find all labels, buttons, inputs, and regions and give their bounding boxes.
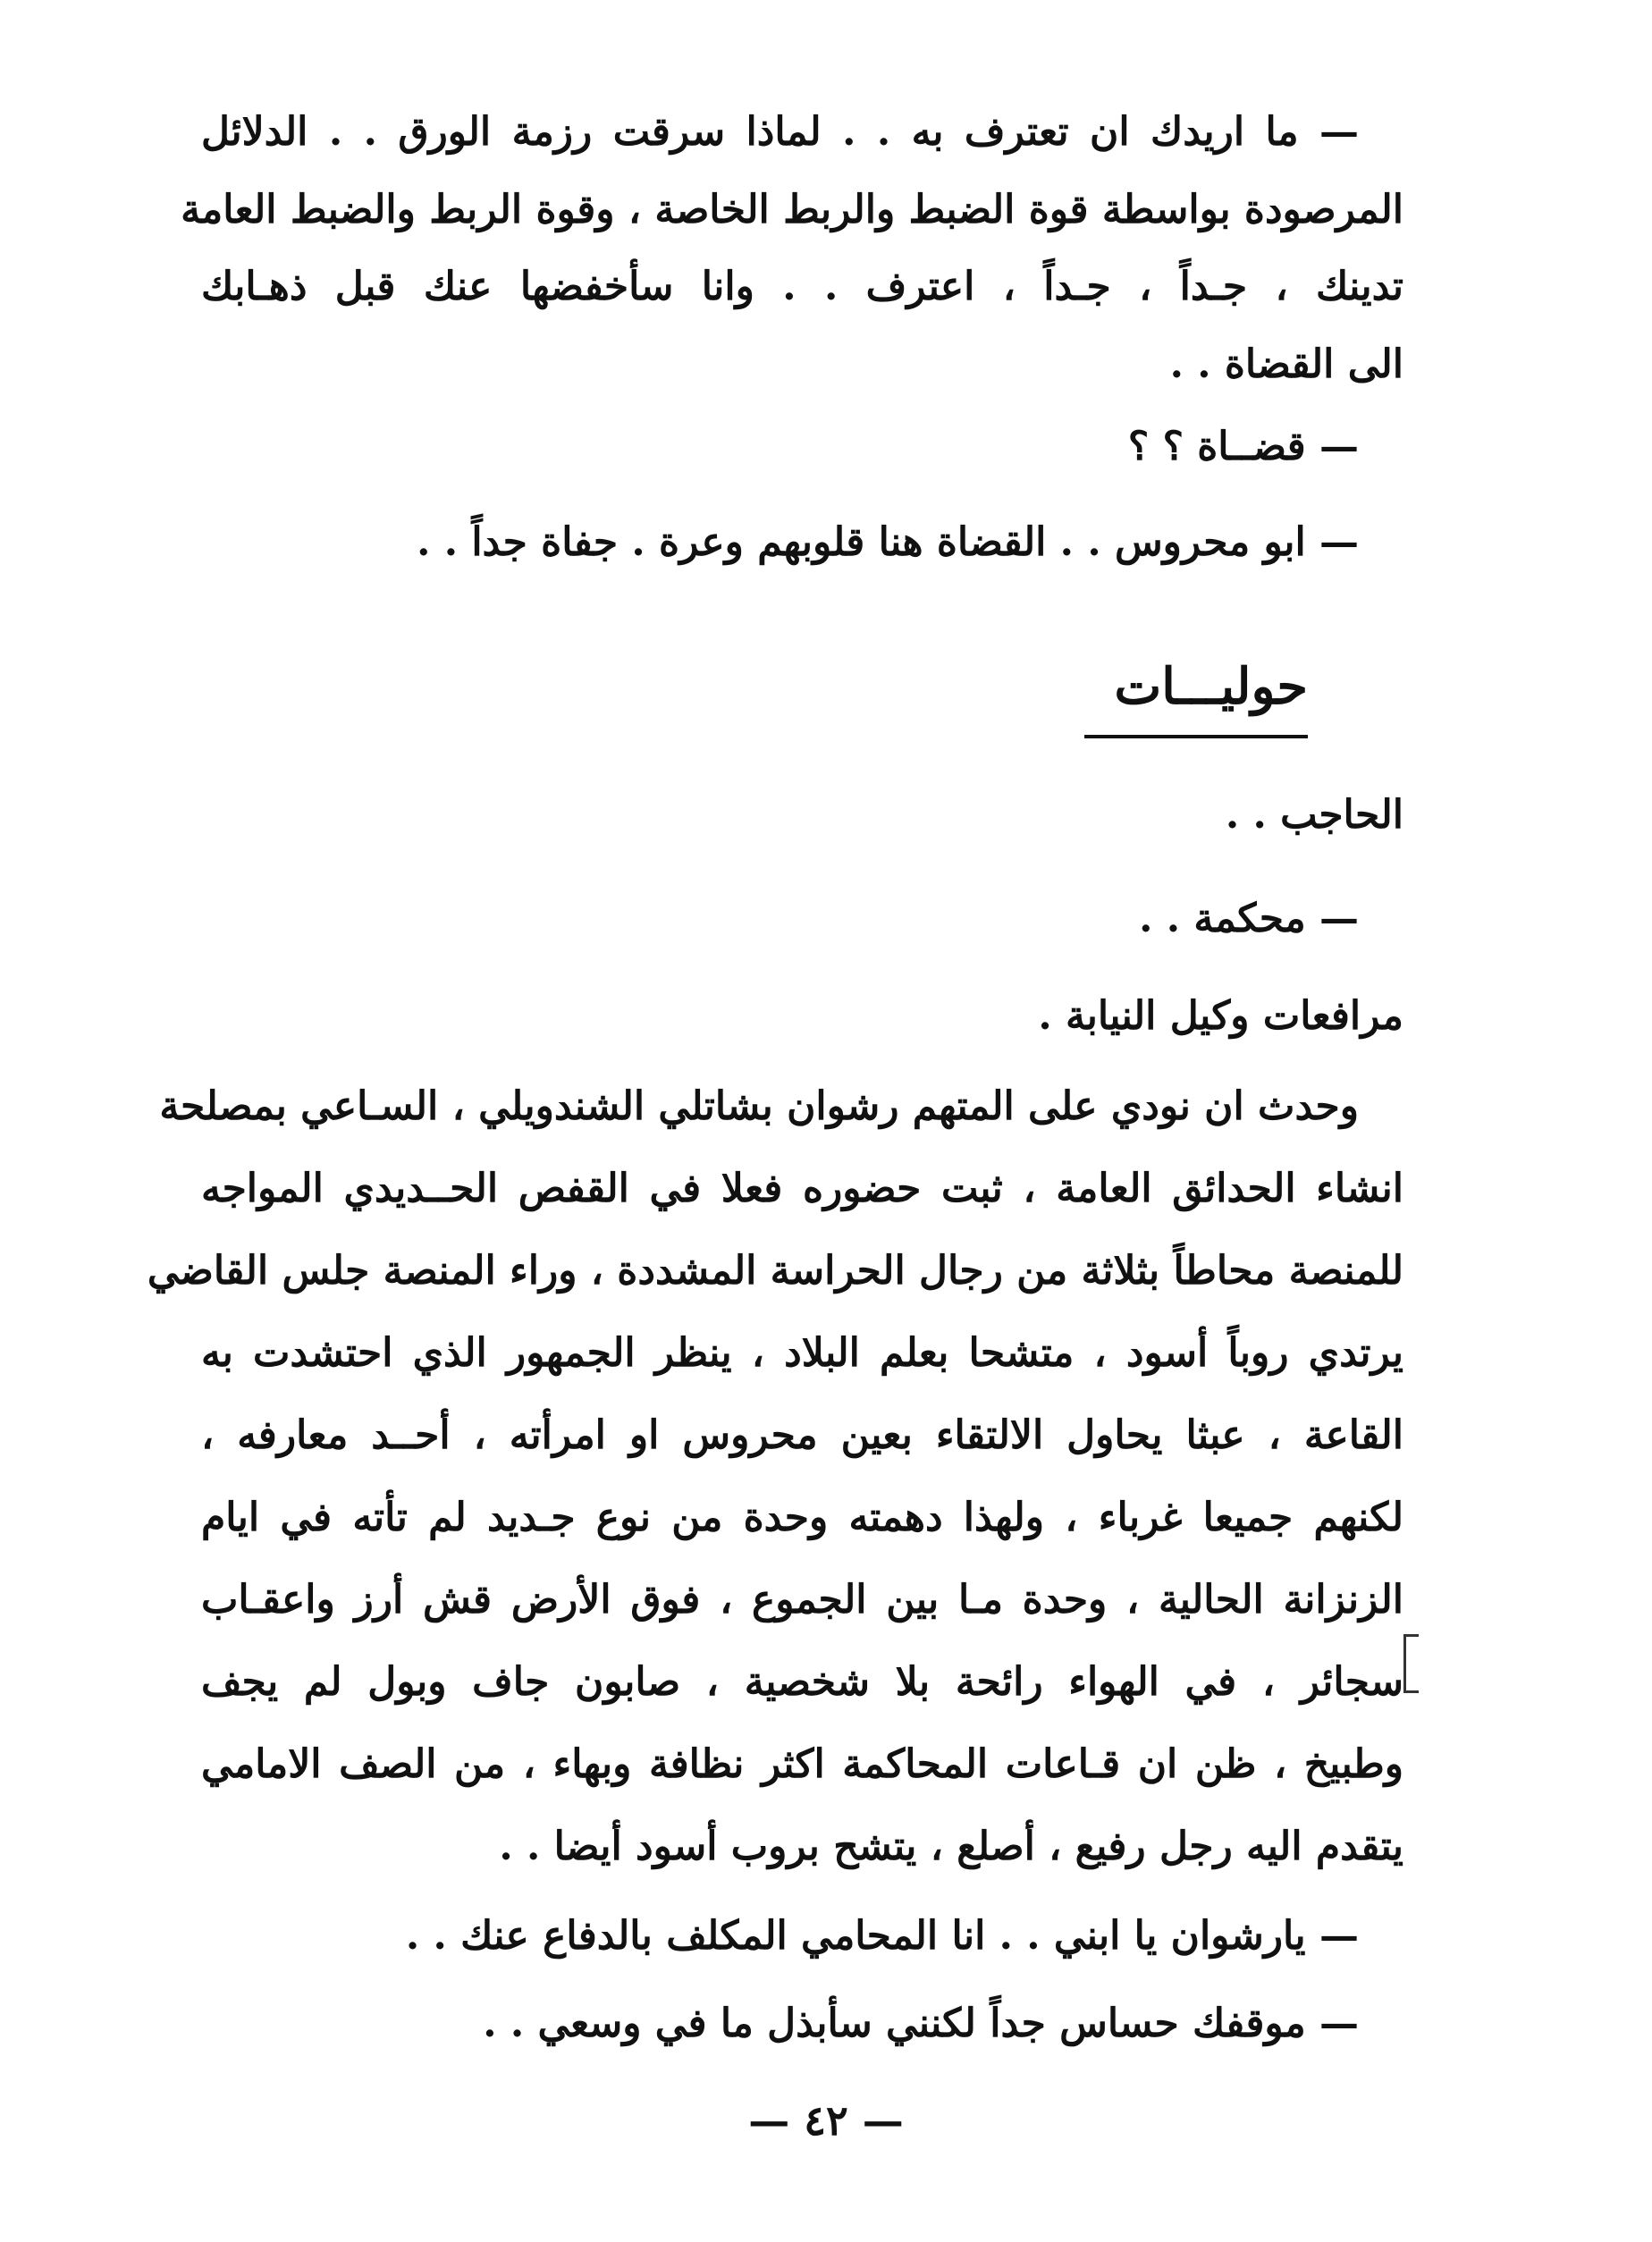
narrative-line: انشاء الحدائق العامة ، ثبت حضوره فعلا في القفص الحــديدي المواجه bbox=[201, 1166, 1403, 1211]
section-heading: حوليـــات bbox=[1114, 657, 1308, 716]
dialogue-line: الى القضاة . . bbox=[1169, 341, 1403, 387]
dialogue-line: المرصودة بواسطة قوة الضبط والربط الخاصة ، وقوة الربط والضبط العامة bbox=[181, 187, 1403, 232]
narrative-line: سجائر ، في الهواء رائحة بلا شخصية ، صابون جاف وبول لم يجف bbox=[201, 1659, 1403, 1705]
dialogue-line: تدينك ، جـداً ، جـداً ، اعترف . . وانا سأخفضها عنك قبل ذهـابك bbox=[201, 264, 1403, 309]
heading-underline bbox=[1084, 735, 1308, 738]
narrative-line: يتقدم اليه رجل رفيع ، أصلع ، يتشح بروب أسود أيضا . . bbox=[499, 1824, 1403, 1869]
dialogue-line: — ابو محروس . . القضاة هنا قلوبهم وعرة . جفاة جداً . . bbox=[417, 519, 1359, 565]
page-number: — ٤٢ — bbox=[748, 2096, 904, 2145]
narrative-line: القاعة ، عبثا يحاول الالتقاء بعين محروس او امرأته ، أحــد معارفه ، bbox=[201, 1412, 1403, 1458]
court-line: مرافعات وكيل النيابة . bbox=[1038, 993, 1403, 1039]
narrative-line: وحدث ان نودي على المتهم رشوان بشاتلي الشندويلي ، السـاعي بمصلحة bbox=[159, 1083, 1359, 1129]
dialogue-line: — يارشوان يا ابني . . انا المحامي المكلف بالدفاع عنك . . bbox=[405, 1913, 1359, 1959]
dialogue-line: — ما اريدك ان تعترف به . . لماذا سرقت رزمة الورق . . الدلائل bbox=[201, 109, 1359, 155]
dialogue-line: — موقفك حساس جداً لكنني سأبذل ما في وسعي . . bbox=[483, 2001, 1359, 2046]
margin-bracket-mark bbox=[1403, 1634, 1419, 1693]
narrative-line: وطبيخ ، ظن ان قـاعات المحاكمة اكثر نظافة وبهاء ، من الصف الامامي bbox=[201, 1741, 1403, 1787]
court-line: — محكمة . . bbox=[1139, 896, 1359, 941]
court-line: الحاجب . . bbox=[1225, 792, 1403, 838]
narrative-line: لكنهم جميعا غرباء ، ولهذا دهمته وحدة من نوع جـديد لم تأته في ايام bbox=[201, 1495, 1403, 1540]
narrative-line: للمنصة محاطاً بثلاثة من رجال الحراسة المشددة ، وراء المنصة جلس القاضي bbox=[147, 1248, 1403, 1294]
dialogue-line: — قضــاة ؟ ؟ bbox=[1127, 424, 1359, 469]
narrative-line: يرتدي روباً أسود ، متشحا بعلم البلاد ، ينظر الجمهور الذي احتشدت به bbox=[201, 1330, 1403, 1376]
narrative-line: الزنزانة الحالية ، وحدة مـا بين الجموع ، فوق الأرض قش أرز واعقـاب bbox=[201, 1577, 1403, 1622]
